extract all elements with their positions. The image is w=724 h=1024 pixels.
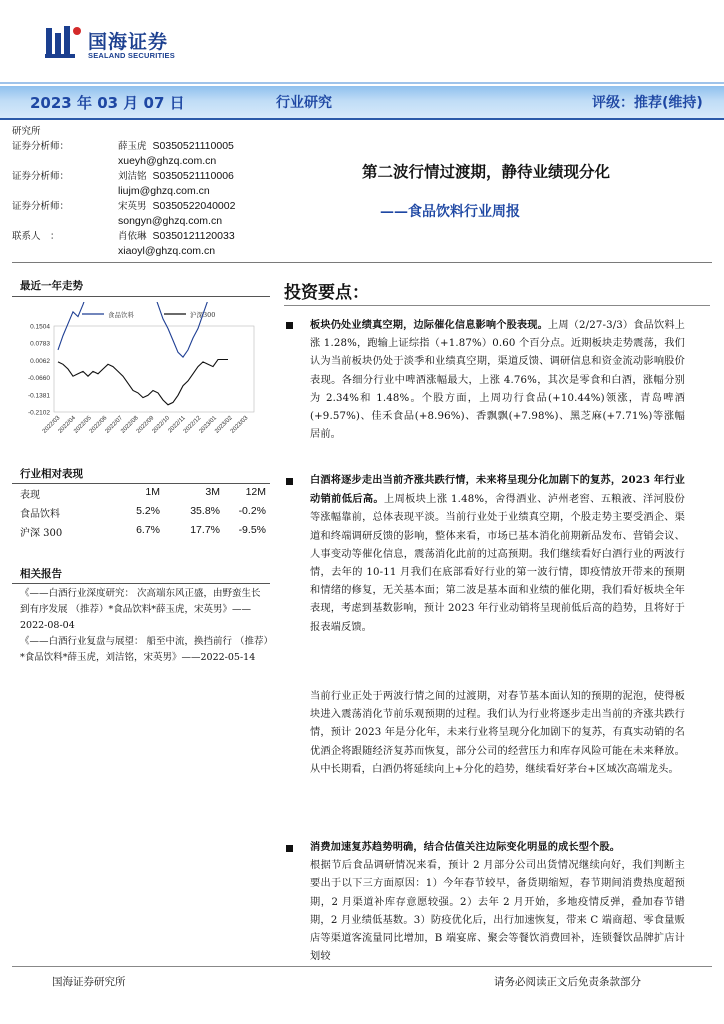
analyst-email[interactable]: xueyh@ghzq.com.cn xyxy=(118,155,217,167)
y-tick-label: 0.0062 xyxy=(30,357,50,365)
table-cell: 6.7% xyxy=(136,524,160,536)
analyst-block xyxy=(12,124,282,259)
paragraph-sector-performance xyxy=(310,316,685,444)
paragraph-lead: 消费加速复苏趋势明确，结合估值关注边际变化明显的成长型个股。 xyxy=(310,841,621,853)
x-tick-label: 2022/07 xyxy=(104,415,125,435)
table-header-row xyxy=(20,484,266,503)
x-tick-label: 2022/12 xyxy=(182,415,203,435)
report-type: 行业研究 xyxy=(276,95,332,111)
footer-disclaimer[interactable]: 请务必阅读正文后免责条款部分 xyxy=(494,976,641,988)
table-header-cell: 12M xyxy=(245,486,266,498)
report-title: 第二波行情过渡期，静待业绩现分化 xyxy=(361,162,610,181)
x-tick-label: 2022/08 xyxy=(120,415,140,435)
footer-rule xyxy=(12,966,712,967)
report-date: 2023 年 03 月 07 日 xyxy=(30,94,185,112)
related-report-item[interactable]: 《——白酒行业复盘与展望： 船至中流，换挡前行 （推荐）*食品饮料*薛玉虎，刘洁铭，宋英男》——2022-05-14 xyxy=(20,636,269,663)
table-cell: 17.7% xyxy=(190,524,220,536)
analyst-row xyxy=(12,184,282,199)
investment-rule xyxy=(284,305,710,306)
analyst-email[interactable]: songyn@ghzq.com.cn xyxy=(118,215,223,227)
bullet-icon xyxy=(286,322,293,329)
analyst-name: 宋英男 xyxy=(118,201,147,212)
x-tick-label: 2022/11 xyxy=(167,415,187,435)
analyst-row xyxy=(12,214,282,229)
report-subtitle: ——食品饮料行业周报 xyxy=(380,204,520,220)
band-bottom-line xyxy=(0,118,724,120)
x-tick-label: 2023/01 xyxy=(198,415,219,435)
table-cell: -0.2% xyxy=(238,505,266,517)
table-cell: -9.5% xyxy=(238,524,266,536)
analyst-row xyxy=(12,244,282,259)
related-report-item[interactable]: 《——白酒行业深度研究： 次高端东风正盛，由野蛮生长到有序发展 （推荐）*食品饮料*薛玉虎，宋英男》——2022-08-04 xyxy=(20,588,261,631)
trend-heading: 最近一年走势 xyxy=(20,280,83,292)
trend-rule xyxy=(12,296,270,297)
table-row xyxy=(20,503,266,522)
report-rating: 评级：推荐(维持) xyxy=(592,95,703,111)
x-tick-label: 2023/02 xyxy=(214,415,234,435)
analyst-name: 刘洁铭 xyxy=(118,171,147,182)
reports-rule xyxy=(12,583,270,584)
performance-table xyxy=(20,484,266,541)
brand-name-en: SEALAND SECURITIES xyxy=(88,51,175,60)
x-tick-label: 2022/09 xyxy=(135,415,156,435)
band-top-line xyxy=(0,82,724,84)
analyst-row: 证券分析师： 薛玉虎 S0350521110005 xyxy=(12,140,234,152)
trend-chart xyxy=(14,302,264,436)
table-row xyxy=(20,522,266,541)
paragraph-consumption xyxy=(310,838,685,966)
x-tick-label: 2022/05 xyxy=(73,415,93,435)
performance-heading: 行业相对表现 xyxy=(20,468,83,480)
analyst-row: 证券分析师： 刘洁铭 S0350521110006 xyxy=(12,170,234,182)
bullet-icon xyxy=(286,478,293,485)
analyst-name: 薛玉虎 xyxy=(118,141,147,152)
related-reports xyxy=(20,586,270,666)
analyst-row: 联系人 ： 肖依琳 S0350121120033 xyxy=(12,230,235,242)
analyst-license: S0350522040002 xyxy=(152,200,236,212)
contact-name: 肖依琳 xyxy=(118,231,147,242)
header-divider xyxy=(12,262,712,263)
table-cell: 沪深 300 xyxy=(20,528,63,539)
analyst-email[interactable]: liujm@ghzq.com.cn xyxy=(118,185,210,197)
sealand-logo-icon xyxy=(44,24,84,60)
contact-email[interactable]: xiaoyl@ghzq.com.cn xyxy=(118,245,216,257)
investment-heading: 投资要点： xyxy=(284,283,369,303)
table-cell: 35.8% xyxy=(190,505,220,517)
y-tick-label: 0.0783 xyxy=(30,340,50,348)
x-tick-label: 2023/03 xyxy=(229,415,250,435)
paragraph-baijiu-outlook: 当前行业正处于两波行情之间的过渡期，对春节基本面认知的预期的泥泡，使得板块进入震荡消化节前乐观预期的过程。我们认为行业将逐步走出当前的齐涨共跌行情，预计 2023 年是分化年，未来行业将呈现分化加剧下的复苏，有真实动销的名优酒企将跟随经济复苏而恢复，部分公司的经营压力和库存风险可能在未来释放。从中长期看，白酒仍将延续向上+分化的趋势，继续看好茅台+区域次高端龙头。 xyxy=(310,691,685,775)
y-tick-label: -0.1381 xyxy=(27,392,50,400)
series-line xyxy=(58,360,228,405)
research-institute-label: 研究所 xyxy=(12,126,41,137)
y-tick-label: -0.2102 xyxy=(27,409,50,417)
analyst-license: S0350521110006 xyxy=(152,170,234,182)
x-tick-label: 2022/03 xyxy=(41,415,62,435)
x-tick-label: 2022/10 xyxy=(151,415,172,435)
analyst-row xyxy=(12,154,282,169)
x-tick-label: 2022/06 xyxy=(88,415,109,435)
table-header-cell: 3M xyxy=(205,486,220,498)
brand-name-cn: 国海证券 xyxy=(88,31,169,53)
analyst-license: S0350521110005 xyxy=(152,140,234,152)
table-cell: 5.2% xyxy=(136,505,160,517)
bullet-icon xyxy=(286,845,293,852)
table-header-cell: 表现 xyxy=(20,490,40,501)
table-header-cell: 1M xyxy=(145,486,160,498)
paragraph-lead: 白酒将逐步走出当前齐涨共跌行情，未来将呈现分化加剧下的复苏，2023 年行业动销前低后高。 xyxy=(310,474,685,506)
paragraph-body: 上周板块上涨 1.48%，舍得酒业、泸州老窖、五粮液、洋河股份等涨幅靠前，总体表现平淡。当前行业处于业绩真空期，个股走势主要受酒企、渠道和终端调研反馈的影响，整体来看，市场已基本消化前期新品发布、营销会议、人事变动等催化信息，震荡消化此前的过高预期。我们继续看好白酒行业的两波行情，去年的 10-11 月我们在底部看好行业的第一波行情，即疫情放开带来的预期和情绪的修复，无关基本面；第二波是基本面和业绩的催化期，我们看好板块全年表现，考虑到基数影响，预计 2023 年行业动销将呈现前低后高的趋势，且将好于报表端反馈。 xyxy=(310,494,685,633)
footer-institute: 国海证券研究所 xyxy=(52,976,126,988)
contact-license: S0350121120033 xyxy=(152,230,235,242)
plot-frame xyxy=(54,326,254,412)
y-tick-label: -0.0660 xyxy=(27,375,50,383)
paragraph-baijiu xyxy=(310,471,685,637)
paragraph-lead: 板块仍处业绩真空期，边际催化信息影响个股表现。 xyxy=(310,319,548,331)
brand-logo xyxy=(44,24,204,64)
legend-label: 食品饮料 xyxy=(108,311,134,319)
x-tick-label: 2022/04 xyxy=(57,415,78,435)
legend-label: 沪深300 xyxy=(190,311,216,319)
table-cell: 食品饮料 xyxy=(20,509,60,520)
paragraph-body: 上周（2/27-3/3）食品饮料上涨 1.28%，跑输上证综指（+1.87%）0.60 个百分点。近期板块走势震荡，我们认为当前板块仍处于淡季和业绩真空期，渠道反馈、调研信息和资金流动影响股价表现。各细分行业中啤酒涨幅最大，上涨 4.76%，其次是零食和白酒，涨幅分别为 2.34%和 1.48%。个股方面，上周功行食品(+10.44%)领涨，青岛啤酒(+9.57%)、佳禾食品(+8.96%)、香飘飘(+7.98%)、黑芝麻(+7.71%)等涨幅居前。 xyxy=(310,320,685,441)
paragraph-body: 根据节后食品调研情况来看，预计 2 月部分公司出货情况继续向好，我们判断主要出于以下三方面原因：1）今年春节较早，备货期缩短，春节期间消费热度超预期，2 月渠道补库存意愿较强。2）去年 2 月开始，多地疫情反弹，叠加春节错期，2 月业绩低基数。3）防疫优化后，出行加速恢复，带来 C 端商超、零食量贩店等渠道客流量同比增加，B 端宴席、聚会等餐饮消费回补，连锁餐饮品牌扩店计划较 xyxy=(310,860,685,963)
analyst-row: 证券分析师： 宋英男 S0350522040002 xyxy=(12,200,236,212)
y-tick-label: 0.1504 xyxy=(30,323,50,331)
reports-heading: 相关报告 xyxy=(20,568,62,580)
